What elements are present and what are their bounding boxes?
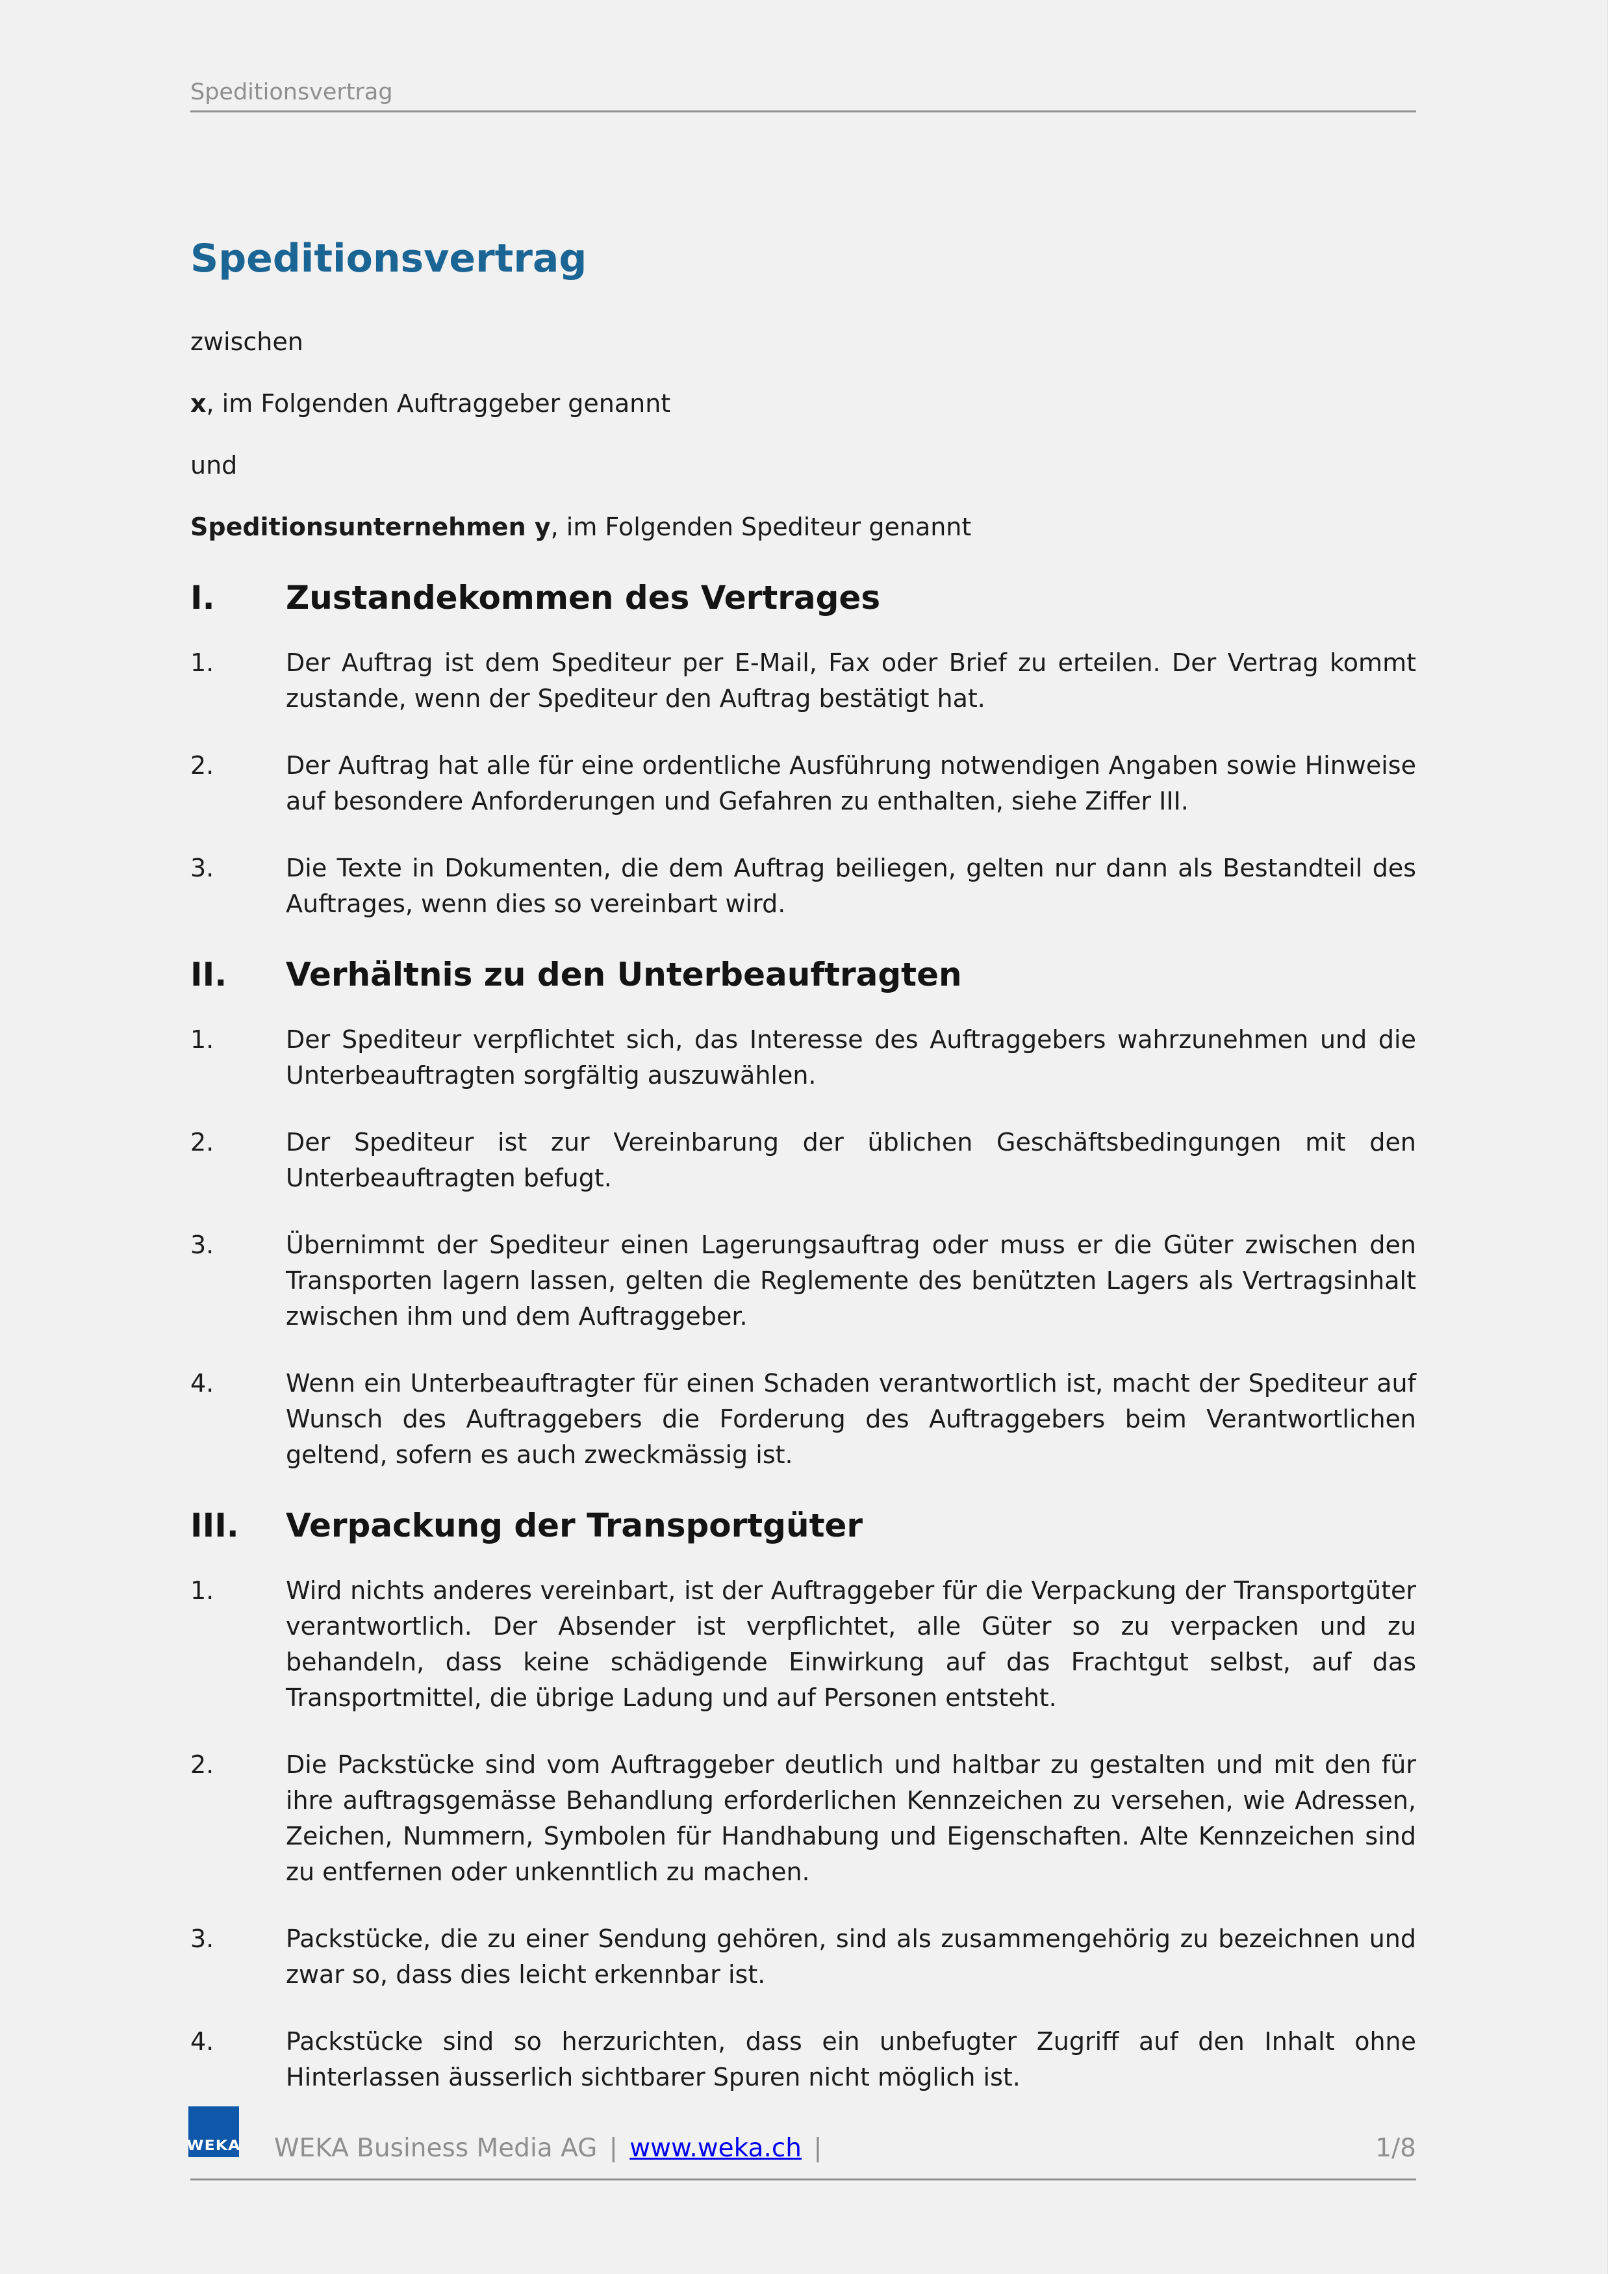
footer-separator: |: [609, 2134, 618, 2163]
list-item: [190, 1125, 1416, 1196]
list-item-number: 1.: [190, 648, 214, 677]
list-item: [190, 1573, 1416, 1716]
list-item: [190, 1022, 1416, 1093]
party1-description: , im Folgenden Auftraggeber genannt: [206, 389, 671, 418]
list-item: [190, 1921, 1416, 1993]
intro-text: zwischen: [190, 327, 303, 356]
list-item-text: Der Spediteur ist zur Vereinbarung der üblichen Geschäftsbedingungen mit den Unterbeauftragten befugt.: [286, 1128, 1416, 1192]
list-item-text: Der Spediteur verpflichtet sich, das Interesse des Auftraggebers wahrzunehmen und die Unterbeauftragten sorgfältig auszuwählen.: [286, 1025, 1416, 1090]
section-heading: [190, 1505, 1416, 1546]
section-2: [190, 954, 1416, 1473]
footer-link[interactable]: www.weka.ch: [629, 2134, 802, 2163]
section-title: Verhältnis zu den Unterbeauftragten: [286, 956, 962, 993]
list-item: [190, 850, 1416, 922]
list-item-number: 3.: [190, 1924, 214, 1953]
intro-zwischen: [190, 324, 1416, 360]
party1-placeholder: x: [190, 389, 207, 418]
header-rule: [190, 110, 1416, 112]
list-item: [190, 1747, 1416, 1890]
list-item-number: 3.: [190, 1231, 214, 1259]
section-numeral: III.: [190, 1507, 239, 1544]
list-item: [190, 1227, 1416, 1335]
intro-und: [190, 448, 1416, 483]
section-numeral: I.: [190, 579, 215, 617]
footer-info: [274, 2133, 826, 2164]
footer-company: WEKA Business Media AG: [274, 2134, 598, 2163]
section-1: [190, 578, 1416, 922]
section-3: [190, 1505, 1416, 2095]
list-item: [190, 645, 1416, 717]
weka-logo-text: WEKA: [186, 2138, 241, 2153]
weka-logo: [188, 2106, 239, 2157]
list-item-number: 2.: [190, 751, 214, 780]
list-item-number: 1.: [190, 1576, 214, 1605]
list-item-text: Der Auftrag hat alle für eine ordentliche Ausführung notwendigen Angaben sowie Hinweise auf besondere Anforderungen und Gefahren zu enthalten, siehe Ziffer III.: [286, 751, 1416, 815]
page-header: [190, 78, 1416, 112]
section-heading: [190, 578, 1416, 618]
list-item-number: 1.: [190, 1025, 214, 1054]
list-item-number: 2.: [190, 1128, 214, 1156]
document-title: Speditionsvertrag: [190, 236, 587, 281]
list-item-number: 4.: [190, 1369, 214, 1398]
list-item-number: 4.: [190, 2027, 214, 2056]
footer-separator: |: [813, 2134, 822, 2163]
list-item-text: Die Packstücke sind vom Auftraggeber deutlich und haltbar zu gestalten und mit den für ihre auftragsgemässe Behandlung erforderlichen Kennzeichen zu versehen, wie Adressen, Zeichen, Nummern, Symbolen für Handhabung und Eigenschaften. Alte Kennzeichen sind zu entfernen oder unkenntlich zu machen.: [286, 1750, 1416, 1886]
list-item: [190, 1366, 1416, 1473]
section-numeral: II.: [190, 956, 227, 993]
list-item: [190, 2024, 1416, 2095]
header-title: Speditionsvertrag: [190, 79, 393, 105]
list-item-text: Der Auftrag ist dem Spediteur per E-Mail, Fax oder Brief zu erteilen. Der Vertrag kommt zustande, wenn der Spediteur den Auftrag bestätigt hat.: [286, 648, 1416, 713]
list-item-text: Wird nichts anderes vereinbart, ist der Auftraggeber für die Verpackung der Transportgüter verantwortlich. Der Absender ist verpflichtet, alle Güter so zu verpacken und zu behandeln, dass keine schädigende Einwirkung auf das Frachtgut selbst, auf das Transportmittel, die übrige Ladung und auf Personen entsteht.: [286, 1576, 1416, 1712]
document-body: [190, 237, 1416, 2095]
list-item: [190, 748, 1416, 819]
list-item-text: Wenn ein Unterbeauftragter für einen Schaden verantwortlich ist, macht der Spediteur auf Wunsch des Auftraggebers die Forderung des Auftraggebers beim Verantwortlichen geltend, sofern es auch zweckmässig ist.: [286, 1369, 1416, 1469]
party2-placeholder: Speditionsunternehmen y: [190, 513, 551, 541]
page-number: 1/8: [1375, 2134, 1416, 2163]
party2-description: , im Folgenden Spediteur genannt: [550, 513, 972, 541]
section-title: Verpackung der Transportgüter: [286, 1507, 863, 1544]
list-item-text: Die Texte in Dokumenten, die dem Auftrag beiliegen, gelten nur dann als Bestandteil des Auftrages, wenn dies so vereinbart wird.: [286, 854, 1416, 918]
section-heading: [190, 954, 1416, 995]
section-title: Zustandekommen des Vertrages: [286, 579, 881, 617]
list-item-text: Packstücke sind so herzurichten, dass ein unbefugter Zugriff auf den Inhalt ohne Hinterlassen äusserlich sichtbarer Spuren nicht möglich ist.: [286, 2027, 1416, 2091]
list-item-text: Packstücke, die zu einer Sendung gehören, sind als zusammengehörig zu bezeichnen und zwar so, dass dies leicht erkennbar ist.: [286, 1924, 1416, 1989]
list-item-number: 3.: [190, 854, 214, 882]
intro-party1: [190, 386, 1416, 422]
list-item-number: 2.: [190, 1750, 214, 1779]
list-item-text: Übernimmt der Spediteur einen Lagerungsauftrag oder muss er die Güter zwischen den Transporten lagern lassen, gelten die Reglemente des benützten Lagers als Vertragsinhalt zwischen ihm und dem Auftraggeber.: [286, 1231, 1416, 1331]
intro-party2: [190, 509, 1416, 545]
footer-rule: [190, 2178, 1416, 2180]
intro-text: und: [190, 451, 238, 479]
